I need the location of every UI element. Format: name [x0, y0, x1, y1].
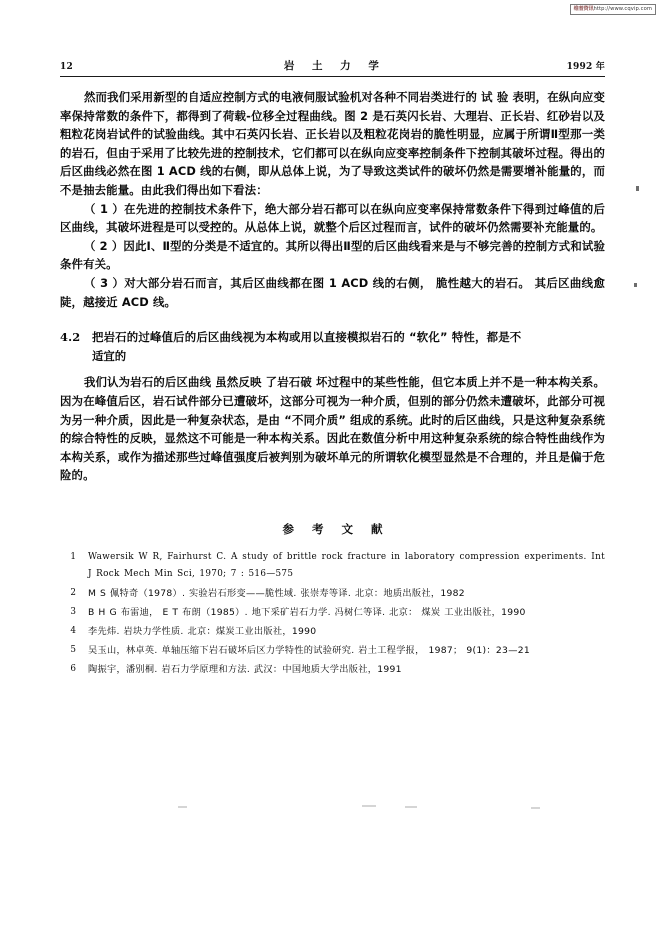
- watermark-label: 维普资讯: [573, 6, 594, 12]
- reference-text: M S 佩特奇（1978）. 实验岩石形变——脆性域. 张崇寿等译. 北京：地质出版社，1982: [88, 587, 465, 599]
- body-paragraph-3: （ 2 ）因此Ⅰ、Ⅱ型的分类是不适宜的。其所以得出Ⅱ型的后区曲线看来是与不够完善的控制方式和试验条件有关。: [60, 238, 605, 272]
- body-paragraph-1: 然而我们采用新型的自适应控制方式的电液伺服试验机对各种不同岩类进行的 试 验 表明，在纵向应变率保持常数的条件下，都得到了荷载-位移全过程曲线。图 2 是石英闪长岩、大理岩、正长岩、红砂岩以及粗粒花岗岩试件的试验曲线。其中石英闪长岩、正长岩以及粗粒花岗岩的脆性明显，应属于所谓Ⅱ型那一类的岩石，但由于采用了比较先进的控制技术，它们都可以在纵向应变率控制条件下控制其破坏过程。得出的后区曲线必然在图 1 ACD 线的右侧，即从总体上说，为了导致这类试件的破坏仍然是需要增补能量的，而不是抽去能量。由此我们得出如下看法：: [60, 90, 605, 197]
- reference-text: B H G 布雷迪， E T 布朗（1985）. 地下采矿岩石力学. 冯树仁等译. 北京： 煤炭 工业出版社，1990: [88, 606, 526, 618]
- body-paragraph-2: （ 1 ）在先进的控制技术条件下，绝大部分岩石都可以在纵向应变率保持常数条件下得到过峰值的后区曲线，其破坏进程是可以受控的。从总体上说，就整个后区过程而言，试件的破坏仍然需要补充能量的。: [60, 201, 605, 235]
- section-number: 4.2: [60, 330, 81, 345]
- reference-number: 2: [70, 587, 76, 598]
- reference-number: 5: [70, 644, 76, 655]
- section-heading-line-1: [60, 328, 605, 347]
- running-head: [60, 58, 605, 76]
- reference-text: Wawersik W R, Fairhurst C. A study of brittle rock fracture in laboratory compression experiments. Int J Rock Mech Min Sci, 1970; 7 : 516—575: [88, 551, 605, 579]
- section-title: 把岩石的过峰值后的后区曲线视为本构或用以直接模拟岩石的 “软化” 特性，都是不: [92, 330, 522, 345]
- reference-item: [60, 623, 605, 640]
- watermark-stamp: [570, 4, 656, 15]
- section-heading-line-2: 适宜的: [92, 348, 127, 363]
- references-heading: 参 考 文 献: [282, 521, 390, 536]
- publication-year: 1992 年: [566, 62, 605, 72]
- scan-speckle: [531, 807, 540, 809]
- watermark-url: http://www.cqvip.com: [593, 6, 652, 12]
- reference-item: [60, 661, 605, 678]
- journal-title: 岩 土 力 学: [283, 60, 386, 72]
- scan-speckle: [178, 806, 187, 808]
- header-rule: [60, 76, 605, 77]
- reference-number: 4: [70, 625, 76, 636]
- reference-text: 李先炜. 岩块力学性质. 北京：煤炭工业出版社，1990: [88, 625, 317, 637]
- reference-item: [60, 604, 605, 621]
- reference-item: [60, 642, 605, 659]
- scan-speckle: [636, 186, 639, 191]
- scan-speckle: [405, 806, 417, 808]
- references-list: [60, 549, 605, 678]
- reference-number: 1: [70, 551, 76, 562]
- section-paragraph: 我们认为岩石的后区曲线 虽然反映 了岩石破 坏过程中的某些性能，但它本质上并不是一种本构关系。因为在峰值后区，岩石试件部分已遭破坏，这部分可视为一种介质，但别的部分仍然未遭破坏，此部分可视为另一种介质，因此是一种复杂状态，是由 “不同介质” 组成的系统。此时的后区曲线，只是这种复杂系统的综合特性的反映，显然这不可能是一种本构关系。因此在数值分析中用这种复杂系统的综合特性曲线作为本构关系，或作为描述那些过峰值强度后被判别为破坏单元的所谓软化模型显然是不合理的，并且是偏于危险的。: [60, 375, 605, 483]
- scan-speckle: [634, 283, 637, 287]
- section-4-2: [60, 328, 605, 365]
- page-number: 12: [60, 62, 74, 72]
- scan-speckle: [362, 805, 376, 807]
- reference-item: [60, 549, 605, 583]
- reference-number: 3: [70, 606, 76, 617]
- body-paragraph-4: （ 3 ）对大部分岩石而言，其后区曲线都在图 1 ACD 线的右侧， 脆性越大的岩石。 其后区曲线愈陡，越接近 ACD 线。: [60, 275, 605, 309]
- reference-text: 陶振宇，潘别桐. 岩石力学原理和方法. 武汉：中国地质大学出版社，1991: [88, 663, 402, 675]
- reference-number: 6: [70, 663, 76, 674]
- reference-text: 吴玉山，林卓英. 单轴压缩下岩石破坏后区力学特性的试验研究. 岩土工程学报， 1987； 9(1)：23—21: [88, 644, 530, 656]
- reference-item: [60, 585, 605, 602]
- page-content: [60, 58, 605, 680]
